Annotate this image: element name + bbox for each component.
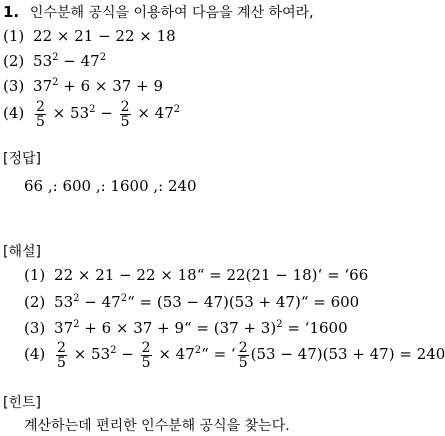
- answer-header: [정답]: [3, 151, 41, 167]
- problem-item-2: [3, 52, 106, 70]
- fraction: $\frac{2}{5}$: [57, 339, 66, 371]
- item-label: (1): [3, 27, 25, 45]
- hint-text: 계산하는데 편리한 인수분해 공식을 찾는다.: [24, 418, 290, 434]
- item-expression: $37^2 + 6 \times 37 + 9$: [33, 77, 163, 95]
- fraction: $\frac{2}{5}$: [238, 339, 248, 371]
- solution-line-1: (1) 22 × 21 − 22 × 18“ = 22(21 − 18)‘ = ‘66: [24, 266, 369, 284]
- fraction: $\frac{2}{5}$: [141, 339, 151, 371]
- fraction: $\frac{2}{5}$: [36, 98, 45, 130]
- solution-line-2: (2) $53^2$ − $47^2“ = (53 - 47)(53$ + 47)“ = 600: [24, 293, 360, 311]
- item-label: (4): [3, 104, 25, 122]
- problem-instruction: 인수분해 공식을 이용하여 다음을 계산 하여라,: [29, 5, 314, 21]
- item-label: (3): [3, 77, 25, 95]
- problem-item-1: [3, 27, 176, 45]
- answer-text: 66 ,: 600 ,: 1600 ,: 240: [24, 177, 197, 195]
- problem-number: 1.: [3, 3, 20, 21]
- problem-item-4: [3, 96, 180, 130]
- solution-line-3: (3) $37^2 + 6 \times 37$ + 9“ = $(37 + 3)^2$ = ‘1600: [24, 319, 348, 337]
- problem-header: [3, 3, 314, 22]
- item-expression: $53^2 - 47^2$: [33, 52, 107, 70]
- fraction: $\frac{2}{5}$: [120, 98, 130, 130]
- item-expression: 22 × 21 − 22 × 18: [33, 27, 176, 45]
- item-label: (2): [3, 52, 25, 70]
- problem-item-3: [3, 77, 163, 95]
- item-expression: $\frac{2}{5}$ × $53^2$ − $\frac{2}{5}$ × $47^2$: [36, 98, 181, 130]
- solution-line-4: (4) $\frac{2}{5}$ × $53^2$ − $\frac{2}{5}$ × $47^2“$ = ‘ $\frac{2}{5}$ (53 − 47)(53 + 47) = 240: [24, 339, 445, 371]
- solution-header: [해설]: [3, 244, 41, 260]
- hint-header: [힌트]: [3, 395, 41, 411]
